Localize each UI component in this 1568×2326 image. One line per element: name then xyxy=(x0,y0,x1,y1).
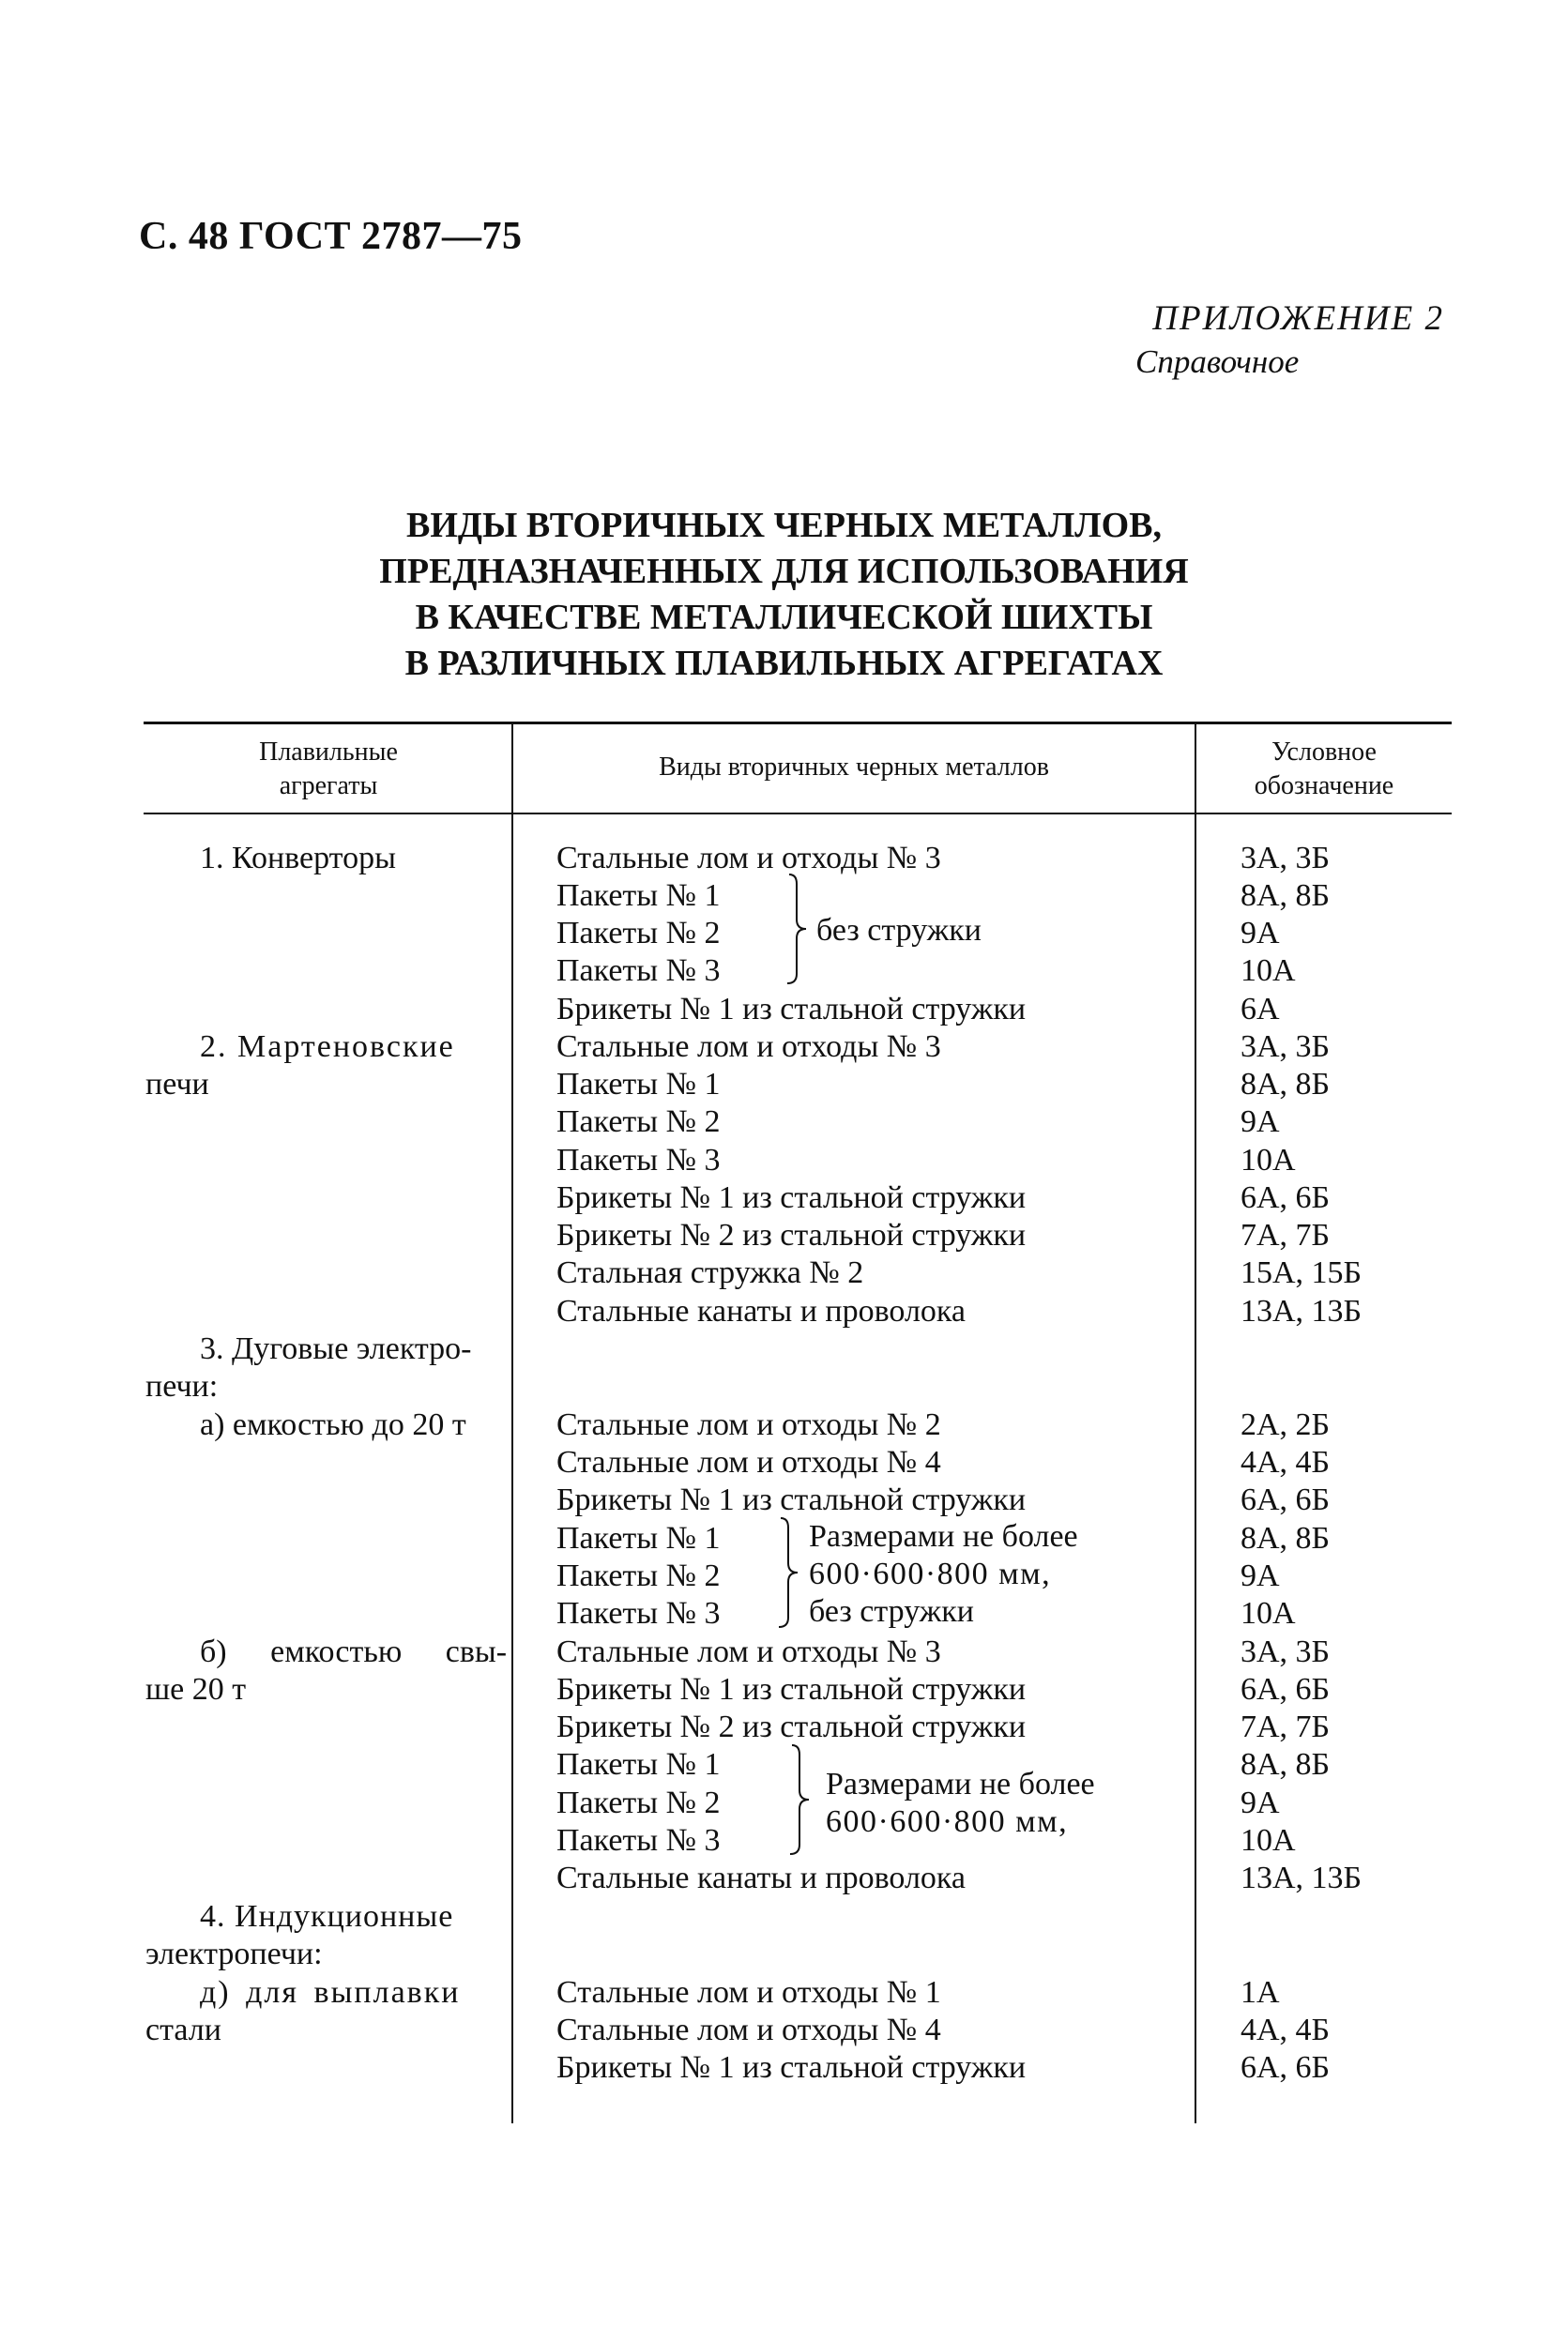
brace-group-3 xyxy=(786,1741,818,1858)
metal-type: Пакеты № 2 xyxy=(556,1104,721,1139)
metal-type: Стальные канаты и проволока xyxy=(556,1861,967,1895)
designation: 4А, 4Б xyxy=(1241,1445,1331,1480)
designation: 8А, 8Б xyxy=(1241,878,1331,913)
title-line: ВИДЫ ВТОРИЧНЫХ ЧЕРНЫХ МЕТАЛЛОВ, xyxy=(406,506,1162,545)
brace-note: без стружки xyxy=(816,913,982,948)
designation: 6А, 6Б xyxy=(1241,1482,1331,1517)
unit-label: ше 20 т xyxy=(145,1672,247,1707)
designation: 6А xyxy=(1241,992,1280,1026)
title-line: В КАЧЕСТВЕ МЕТАЛЛИЧЕСКОЙ ШИХТЫ xyxy=(415,598,1153,637)
designation: 10А xyxy=(1241,1596,1296,1631)
metal-type: Пакеты № 3 xyxy=(556,953,721,988)
metal-type: Пакеты № 3 xyxy=(556,1596,721,1631)
column-divider-2 xyxy=(1195,723,1196,2123)
unit-label: 4. Индукционные xyxy=(200,1899,454,1934)
designation: 10А xyxy=(1241,1823,1296,1858)
metal-type: Пакеты № 1 xyxy=(556,878,721,913)
metal-type: Пакеты № 2 xyxy=(556,1786,721,1820)
designation: 7А, 7Б xyxy=(1241,1218,1331,1253)
designation: 2А, 2Б xyxy=(1241,1407,1331,1442)
metal-type: Брикеты № 1 из стальной стружки xyxy=(556,992,1027,1026)
metal-type: Пакеты № 2 xyxy=(556,1558,721,1593)
title-line: ПРЕДНАЗНАЧЕННЫХ ДЛЯ ИСПОЛЬЗОВАНИЯ xyxy=(379,552,1189,591)
appendix-subtitle: Справочное xyxy=(1135,343,1300,380)
metal-type: Брикеты № 1 из стальной стружки xyxy=(556,1672,1027,1707)
designation: 9А xyxy=(1241,1558,1280,1593)
metal-type: Пакеты № 3 xyxy=(556,1143,721,1178)
brace-note: 600·600·800 мм, xyxy=(809,1557,1052,1591)
unit-label: 2. Мартеновские xyxy=(200,1029,455,1064)
metal-type: Стальные лом и отходы № 1 xyxy=(556,1975,941,2010)
designation: 7А, 7Б xyxy=(1241,1710,1331,1744)
unit-label: 3. Дуговые электро- xyxy=(200,1331,472,1366)
designation: 15А, 15Б xyxy=(1241,1255,1362,1290)
metal-type: Пакеты № 1 xyxy=(556,1521,721,1556)
brace-note: Размерами не более xyxy=(809,1519,1078,1554)
unit-label: а) емкостью до 20 т xyxy=(200,1407,466,1442)
metal-type: Стальные лом и отходы № 4 xyxy=(556,1445,941,1480)
designation: 8А, 8Б xyxy=(1241,1067,1331,1102)
designation: 4А, 4Б xyxy=(1241,2013,1331,2047)
unit-label: печи: xyxy=(145,1369,219,1404)
designation: 8А, 8Б xyxy=(1241,1747,1331,1782)
metal-type: Стальные лом и отходы № 4 xyxy=(556,2013,941,2047)
metal-type: Стальные лом и отходы № 3 xyxy=(556,1634,941,1669)
metal-type: Брикеты № 2 из стальной стружки xyxy=(556,1710,1027,1744)
metal-type: Пакеты № 1 xyxy=(556,1747,721,1782)
page-header: С. 48 ГОСТ 2787—75 xyxy=(139,215,523,258)
metal-type: Брикеты № 1 из стальной стружки xyxy=(556,1180,1027,1215)
table-top-rule xyxy=(144,722,1452,724)
unit-label: 1. Конверторы xyxy=(200,841,396,875)
designation: 10А xyxy=(1241,1143,1296,1178)
metal-type: Пакеты № 2 xyxy=(556,916,721,950)
designation: 6А, 6Б xyxy=(1241,2050,1331,2085)
column-divider-1 xyxy=(511,723,513,2123)
header-metal-types: Виды вторичных черных металлов xyxy=(659,753,1049,782)
metal-type: Брикеты № 1 из стальной стружки xyxy=(556,2050,1027,2085)
header-designation: Условное обозначение xyxy=(1254,737,1394,800)
designation: 3А, 3Б xyxy=(1241,1029,1331,1064)
designation: 10А xyxy=(1241,953,1296,988)
designation: 8А, 8Б xyxy=(1241,1521,1331,1556)
designation: 1А xyxy=(1241,1975,1280,2010)
designation: 6А, 6Б xyxy=(1241,1672,1331,1707)
unit-label: д) для выплавки xyxy=(200,1975,461,2010)
metal-type: Стальные лом и отходы № 3 xyxy=(556,1029,941,1064)
metal-type: Пакеты № 3 xyxy=(556,1823,721,1858)
brace-group-1 xyxy=(784,871,815,987)
metal-type: Стальные лом и отходы № 2 xyxy=(556,1407,941,1442)
brace-note: 600·600·800 мм, xyxy=(826,1804,1069,1839)
metal-type: Брикеты № 1 из стальной стружки xyxy=(556,1482,1027,1517)
designation: 9А xyxy=(1241,1104,1280,1139)
document-title xyxy=(0,503,1568,687)
title-line: В РАЗЛИЧНЫХ ПЛАВИЛЬНЫХ АГРЕГАТАХ xyxy=(404,644,1164,683)
metal-type: Пакеты № 1 xyxy=(556,1067,721,1102)
brace-note: без стружки xyxy=(809,1594,974,1629)
designation: 3А, 3Б xyxy=(1241,841,1331,875)
unit-label: электропечи: xyxy=(145,1937,323,1971)
brace-note: Размерами не более xyxy=(826,1767,1095,1802)
designation: 9А xyxy=(1241,916,1280,950)
metal-type: Брикеты № 2 из стальной стружки xyxy=(556,1218,1027,1253)
metal-type: Стальные канаты и проволока xyxy=(556,1294,967,1329)
unit-label: стали xyxy=(145,2013,221,2047)
metal-type: Стальная стружка № 2 xyxy=(556,1255,864,1290)
table-header-rule xyxy=(144,813,1452,814)
metal-type: Стальные лом и отходы № 3 xyxy=(556,841,941,875)
designation: 3А, 3Б xyxy=(1241,1634,1331,1669)
unit-label: печи xyxy=(145,1067,209,1102)
appendix-title: ПРИЛОЖЕНИЕ 2 xyxy=(1152,299,1444,338)
designation: 13А, 13Б xyxy=(1241,1294,1362,1329)
brace-group-2 xyxy=(775,1514,807,1631)
designation: 13А, 13Б xyxy=(1241,1861,1362,1895)
designation: 6А, 6Б xyxy=(1241,1180,1331,1215)
designation: 9А xyxy=(1241,1786,1280,1820)
header-melting-units: Плавильные агрегаты xyxy=(259,737,398,800)
unit-label: б) емкостью свы- xyxy=(200,1634,508,1669)
